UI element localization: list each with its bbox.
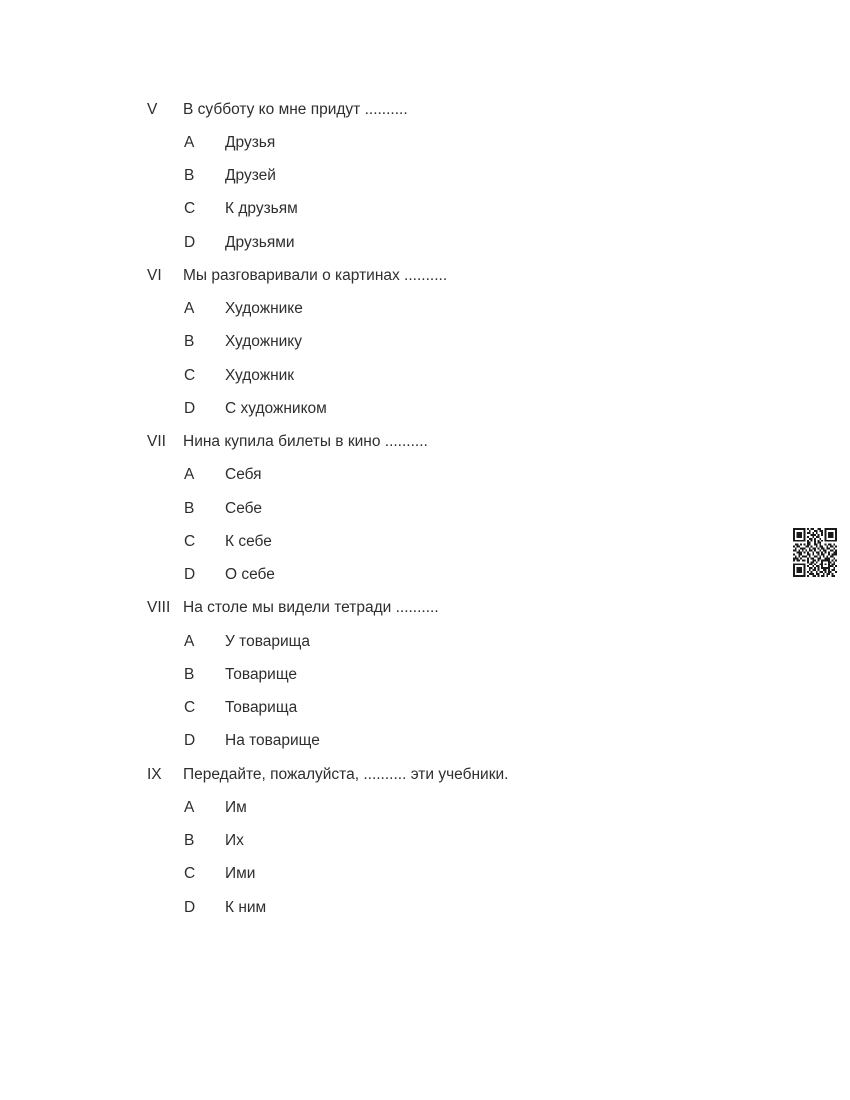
option-text: К ним xyxy=(225,898,267,916)
question-text: Передайте, пожалуйста, .......... эти учебники. xyxy=(183,765,509,783)
question-text: В субботу ко мне придут .......... xyxy=(183,100,408,118)
option-text: Себя xyxy=(225,466,262,484)
question-numeral: VIII xyxy=(147,599,171,617)
qr-code-icon xyxy=(793,528,837,577)
question-text: Нина купила билеты в кино .......... xyxy=(183,433,428,451)
question-text: Мы разговаривали о картинах .......... xyxy=(183,266,448,284)
option-letter: C xyxy=(184,366,196,384)
option-row xyxy=(0,525,850,558)
option-row xyxy=(0,692,850,725)
option-text: Их xyxy=(225,832,244,850)
option-letter: D xyxy=(184,566,196,584)
option-row xyxy=(0,226,850,259)
question-row xyxy=(0,592,850,625)
option-letter: C xyxy=(184,200,196,218)
question-numeral: VII xyxy=(147,433,166,451)
option-text: Себе xyxy=(225,499,262,517)
option-text: Друзья xyxy=(225,133,276,151)
option-text: Товарища xyxy=(225,699,298,717)
option-text: Художнике xyxy=(225,300,303,318)
option-row xyxy=(0,459,850,492)
option-row xyxy=(0,625,850,658)
option-text: Художник xyxy=(225,366,295,384)
option-text: Ими xyxy=(225,865,256,883)
quiz-question-list xyxy=(0,93,850,924)
option-letter: B xyxy=(184,832,195,850)
option-text: Товарище xyxy=(225,665,298,683)
option-text: Друзей xyxy=(225,167,276,185)
option-row xyxy=(0,559,850,592)
option-text: На товарище xyxy=(225,732,320,750)
question-numeral: VI xyxy=(147,266,162,284)
option-letter: D xyxy=(184,233,196,251)
option-text: Им xyxy=(225,798,247,816)
option-letter: A xyxy=(184,466,195,484)
question-numeral: IX xyxy=(147,765,162,783)
option-text: Художнику xyxy=(225,333,303,351)
option-row xyxy=(0,725,850,758)
question-text: На столе мы видели тетради .......... xyxy=(183,599,439,617)
option-letter: A xyxy=(184,300,195,318)
option-letter: A xyxy=(184,632,195,650)
option-letter: D xyxy=(184,732,196,750)
option-row xyxy=(0,326,850,359)
option-row xyxy=(0,891,850,924)
option-letter: C xyxy=(184,532,196,550)
option-text: К себе xyxy=(225,532,272,550)
option-letter: A xyxy=(184,798,195,816)
question-row xyxy=(0,758,850,791)
option-letter: C xyxy=(184,865,196,883)
option-letter: A xyxy=(184,133,195,151)
option-row xyxy=(0,293,850,326)
question-row xyxy=(0,93,850,126)
option-row xyxy=(0,658,850,691)
option-row xyxy=(0,359,850,392)
option-letter: B xyxy=(184,665,195,683)
option-row xyxy=(0,825,850,858)
option-letter: D xyxy=(184,399,196,417)
option-row xyxy=(0,858,850,891)
option-row xyxy=(0,193,850,226)
option-row xyxy=(0,492,850,525)
option-row xyxy=(0,126,850,159)
option-text: К друзьям xyxy=(225,200,298,218)
option-letter: B xyxy=(184,499,195,517)
option-text: У товарища xyxy=(225,632,311,650)
option-row xyxy=(0,160,850,193)
option-letter: B xyxy=(184,333,195,351)
option-text: С художником xyxy=(225,399,327,417)
option-letter: C xyxy=(184,699,196,717)
option-row xyxy=(0,791,850,824)
question-row xyxy=(0,259,850,292)
option-text: Друзьями xyxy=(225,233,295,251)
question-row xyxy=(0,426,850,459)
option-row xyxy=(0,392,850,425)
option-letter: B xyxy=(184,167,195,185)
option-text: О себе xyxy=(225,566,275,584)
question-numeral: V xyxy=(147,100,158,118)
option-letter: D xyxy=(184,898,196,916)
